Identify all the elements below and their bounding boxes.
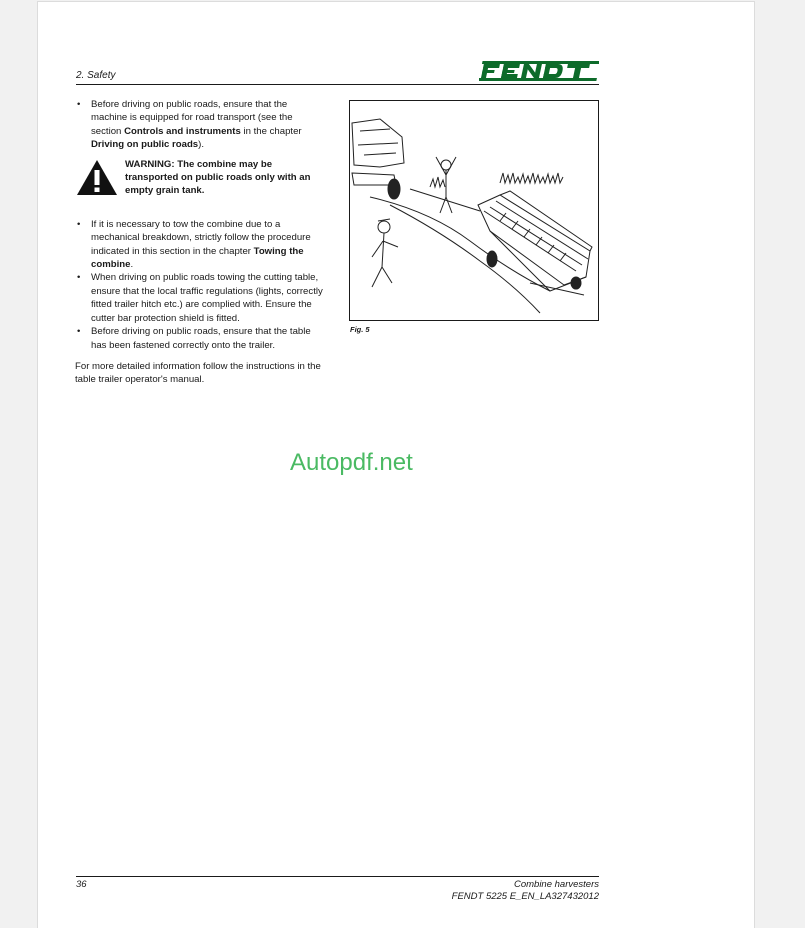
bullet-towing: • If it is necessary to tow the combine due to a mechanical breakdown, strictly follow the procedure indicated in this section in the chapter Towing the combine. bbox=[75, 218, 325, 272]
bullet-cutting-table: • When driving on public roads towing the cutting table, ensure that the local traffic regulations (lights, correctly fitted trailer hitch etc.) are complied with. Ensure the cutter bar protection shield is fitted. bbox=[75, 271, 325, 325]
footer-line-1: Combine harvesters bbox=[513, 879, 599, 890]
bullet-fastened: • Before driving on public roads, ensure that the table has been fastened correctly onto the trailer. bbox=[75, 325, 325, 352]
bold-controls: Controls and instruments bbox=[124, 125, 241, 137]
body-text bbox=[75, 98, 325, 387]
warning-text: WARNING: The combine may be transported on public roads only with an empty grain tank. bbox=[125, 158, 311, 197]
warning-triangle-icon bbox=[75, 158, 119, 198]
signalling-person bbox=[436, 157, 456, 213]
trailer-wheel bbox=[388, 179, 400, 199]
walking-person bbox=[372, 219, 398, 287]
viewer-left-margin bbox=[0, 0, 38, 928]
bold-towing: Towing the combine bbox=[91, 245, 304, 271]
fendt-logo bbox=[479, 59, 599, 83]
footer-line-2: FENDT 5225 E_EN_LA327432012 bbox=[451, 891, 599, 902]
grass bbox=[430, 173, 563, 187]
figure-label: Fig. 5 bbox=[350, 325, 370, 334]
footer-doc-info bbox=[420, 879, 599, 903]
watermark-text: Autopdf.net bbox=[290, 449, 413, 476]
page-number: 36 bbox=[76, 879, 87, 890]
viewer-right-margin bbox=[756, 0, 805, 928]
table-wheel bbox=[487, 251, 497, 267]
header-rule bbox=[76, 84, 599, 85]
section-title: 2. Safety bbox=[76, 70, 116, 81]
footer-rule bbox=[76, 876, 599, 877]
figure-illustration bbox=[349, 100, 599, 321]
warning-block bbox=[75, 158, 325, 198]
closing-paragraph: For more detailed information follow the instructions in the table trailer operator's manual. bbox=[75, 360, 321, 386]
bullet-road-transport: • Before driving on public roads, ensure that the machine is equipped for road transport (see the section Controls and instruments in the chapter Driving on public roads). bbox=[75, 98, 325, 152]
bold-driving: Driving on public roads bbox=[91, 139, 199, 151]
